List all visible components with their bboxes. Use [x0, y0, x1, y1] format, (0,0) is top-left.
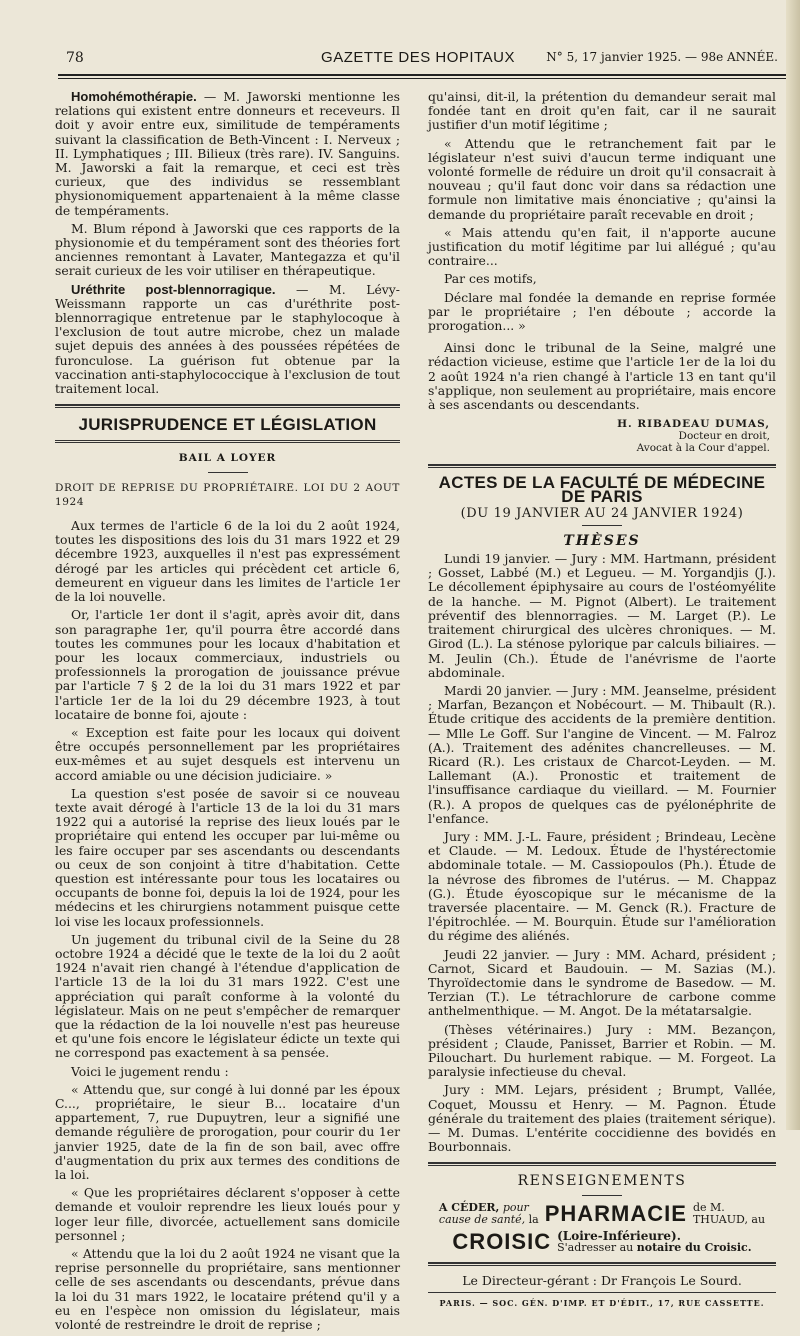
- header-rule: [58, 74, 788, 79]
- ad-adresser: S'adresser au: [557, 1240, 634, 1254]
- author-name: H. RIBADEAU DUMAS,: [617, 418, 770, 431]
- thesis-thursday: Jeudi 22 janvier. — Jury : MM. Achard, président ; Carnot, Sicard et Baudouin. — M. Sazias (M.). Thyroïdectomie dans le syndrome de Basedow. — M. Terzian (T.). Le tétrachlorure de carbone comme anthelmenthique. — M. Angot. De la métatarsalgie.: [428, 946, 776, 1019]
- left-column: [55, 90, 400, 1336]
- page-number: 78: [66, 50, 84, 66]
- author-role: Avocat à la Cour d'appel.: [636, 442, 770, 455]
- ad-cause: cause de santé,: [438, 1212, 526, 1226]
- juris-r1: qu'ainsi, dit-il, la prétention du demandeur serait mal fondée tant en droit qu'en fait, car il ne saurait justifier d'un motif légitime ;: [428, 89, 776, 133]
- thesis-tuesday: Mardi 20 janvier. — Jury : MM. Jeanselme, président ; Marfan, Bezançon et Nobécourt. — M. Thibault (R.). Étude critique des accidents de la première dentition. — Mlle Le Goff. Sur l'angine de Vincent. — M. Falroz (A.). Traitement des adénites chancrelleuses. — M. Ricard (R.). Les cristaux de Charcot-Leyden. — M. Lallemant (A.). Pronostic et traitement de l'insuffisance cardiaque du vieillard. — M. Fournier (R.). A propos de quelques cas de pyélonéphrite de l'enfance.: [428, 682, 776, 826]
- director-line: Le Directeur-gérant : Dr François Le Sourd.: [462, 1272, 742, 1288]
- juris-p8: « Que les propriétaires déclarent s'opposer à cette demande et vouloir reprendre les lieux loués pour y loger leur fille, divorcée, actuellement sans domicile personnel ;: [55, 1185, 400, 1243]
- ureth-paragraph: [55, 283, 400, 397]
- signature-block: [428, 418, 770, 454]
- juris-r3: « Mais attendu qu'en fait, il n'apporte aucune justification du motif légitime par lui allégué ; qu'au contraire...: [428, 224, 776, 269]
- classified-ad: [428, 1202, 776, 1226]
- ad-notaire: notaire du Croisic.: [636, 1240, 752, 1254]
- homeo-text-1: — M. Jaworski mentionne les relations qui existent entre donneurs et receveurs. Il doit y avoir entre eux, similitude de tempéraments suivant la classification de Beth-Vincent : I. Nerveux ; II. Lymphatiques ; III. Bilieux (très rare). IV. Sanguins. M. Jaworski a fait la remarque, et ceci est très curieux, que des individus se ressemblant physionomiquement appartenaient à la même classe de tempéraments.: [55, 89, 400, 218]
- ad-a-ceder: A CÉDER,: [438, 1200, 500, 1214]
- classified-ad-2: [428, 1230, 776, 1254]
- author-title: Docteur en droit,: [678, 430, 770, 443]
- faculty-dates: (DU 19 JANVIER AU 24 JANVIER 1924): [460, 505, 744, 521]
- thesis-thursday-2: Jury : MM. Lejars, président ; Brumpt, Vallée, Coquet, Moussu et Henry. — M. Pagnon. Étude générale du traitement des plaies (traitement sérique). — M. Dumas. L'entérite coccidienne des bovidés en Bourbonnais.: [428, 1082, 776, 1155]
- faculty-sub-rule: [582, 525, 622, 526]
- faculty-heading: ACTES DE LA FACULTÉ DE MÉDECINE DE PARIS: [438, 473, 766, 507]
- ad-left: [439, 1202, 539, 1226]
- journal-title: GAZETTE DES HOPITAUX: [321, 49, 515, 66]
- juris-r4: Par ces motifs,: [444, 271, 537, 287]
- ad-pour: pour: [502, 1200, 529, 1214]
- right-column: [428, 90, 776, 1310]
- ad-thuaud: THUAUD, au: [692, 1212, 766, 1226]
- juris-r2: « Attendu que le retranchement fait par le législateur n'est suivi d'aucun terme indiquant une volonté formelle de réduire un droit qu'il consacrait à nouveau ; qu'il faut donc voir dans sa rédaction une formule non limitative mais énonciative ; qu'ainsi la demande du propriétaire paraît recevable en droit ;: [428, 135, 776, 222]
- homeo-paragraph-2: M. Blum répond à Jaworski que ces rapports de la physionomie et du tempérament sont des théories fort anciennes remontant à Lavater, Mantegazza et qu'il serait curieux de les voir utiliser en thérapeutique.: [55, 220, 400, 279]
- juris-r5: Déclare mal fondée la demande en reprise formée par le propriétaire ; l'en déboute ; accorde la prorogation... »: [428, 289, 776, 334]
- homeo-heading: Homohémothérapie.: [71, 89, 197, 104]
- rens-rule: [428, 1162, 776, 1166]
- ad-contact: [557, 1230, 751, 1254]
- page-edge: [786, 0, 800, 1130]
- ad-de-m: de M.: [692, 1200, 725, 1214]
- thesis-monday: Lundi 19 janvier. — Jury : MM. Hartmann, président ; Gosset, Labbé (M.) et Legueu. — M. Yorgandjis (J.). Le décollement épiphysaire au cours de l'ostéomyélite de la hanche. — M. Pignot (Albert). Le traitement préventif des blennorragies. — M. Larget (P.). Le traitement chirurgical des ulcères chroniques. — M. Girod (L.). La sténose pylorique par calculs biliaires. — M. Jeulin (Ch.). Étude de l'anévrisme de l'aorte abdominale.: [428, 551, 776, 680]
- juris-p5: Un jugement du tribunal civil de la Seine du 28 octobre 1924 a décidé que le texte de la loi du 2 août 1924 n'avait rien changé à l'étendue d'application de l'article 13 de la loi du 31 mars 1922. C'est une appréciation qui paraît conforme à la volonté du législateur. Mais on ne peut s'empêcher de remarquer que la rédaction de la loi nouvelle n'est pas heureuse et qu'une fois encore le législateur édicte un texte qui ne correspond pas exactement à sa pensée.: [55, 931, 400, 1061]
- section-rule: [55, 404, 400, 408]
- printer-rule: [428, 1292, 776, 1293]
- ad-right: [693, 1202, 765, 1226]
- juris-r6: Ainsi donc le tribunal de la Seine, malgré une rédaction vicieuse, estime que l'article 1er de la loi du 2 août 1924 n'a rien changé à l'article 13 en tant qu'il s'applique, non seulement au propriétaire, mais encore à ses ascendants ou descendants.: [428, 340, 776, 413]
- thesis-veterinary: (Thèses vétérinaires.) Jury : MM. Bezançon, président ; Claude, Panisset, Barrier et Robin. — M. Pilouchart. Du hurlement rabique. — M. Forgeot. La paralysie infectieuse du cheval.: [428, 1021, 776, 1080]
- bail-heading: BAIL A LOYER: [178, 452, 277, 465]
- ad-loire: (Loire-Inférieure).: [557, 1228, 681, 1243]
- ureth-text: — M. Lévy-Weissmann rapporte un cas d'uréthrite post-blennorragique entretenue par le staphylocoque à l'exclusion de tout autre microbe, chez un malade sujet depuis des années à des poussées répétées de furonculose. La guérison fut obtenue par la vaccination anti-staphylococcique à l'exclusion de tout traitement local.: [55, 281, 400, 397]
- jurisprudence-heading: JURISPRUDENCE ET LÉGISLATION: [78, 415, 377, 435]
- ad-pharmacie: PHARMACIE: [544, 1200, 687, 1226]
- juris-p2: Or, l'article 1er dont il s'agit, après avoir dit, dans son paragraphe 1er, qu'il pourra être accordé dans toutes les communes pour les locaux d'habitation et pour les locaux commerciaux, industriels ou professionnels la prorogation de jouissance prévue par l'article 7 § 2 de la loi du 31 mars 1922 et par l'article 1er de la loi du 29 décembre 1923, à tout locataire de bonne foi, ajoute :: [55, 607, 400, 722]
- renseignements-heading: RENSEIGNEMENTS: [517, 1173, 687, 1190]
- ad-la: la: [528, 1212, 539, 1226]
- juris-p3: « Exception est faite pour les locaux qui doivent être occupés personnellement par les propriétaires eux-mêmes et au sujet desquels est intervenu un accord amiable ou une décision judiciaire. »: [55, 724, 400, 783]
- section-rule-2: [55, 440, 400, 443]
- footer-rule: [428, 1262, 776, 1266]
- bail-rule: [208, 472, 248, 473]
- ureth-heading: Uréthrite post-blennorragique.: [71, 281, 276, 297]
- page-header: [58, 40, 778, 70]
- rens-sub-rule: [582, 1195, 622, 1196]
- printer-line: PARIS. — SOC. GÉN. D'IMP. ET D'ÉDIT., 17, RUE CASSETTE.: [439, 1297, 765, 1308]
- juris-p7: « Attendu que, sur congé à lui donné par les époux C..., propriétaire, le sieur B... locataire d'un appartement, 7, rue Dupuytren, leur a signifié une demande régulière de prorogation, pour courir du 1er janvier 1925, date de la fin de son bail, avec offre d'augmentation du prix aux termes des conditions de la loi.: [55, 1081, 400, 1183]
- ad-croisic: CROISIC: [452, 1228, 552, 1254]
- juris-p6: Voici le jugement rendu :: [71, 1063, 229, 1079]
- juris-p9: « Attendu que la loi du 2 août 1924 ne visant que la reprise personnelle du propriétaire, sans mentionner celle de ses ascendants ou descendants, prévue dans la loi du 31 mars 1922, le locataire prétend qu'il y a eu en l'espèce non omission du législateur, mais volonté de restreindre le droit de reprise ;: [55, 1246, 400, 1333]
- juris-p4: La question s'est posée de savoir si ce nouveau texte avait dérogé à l'article 13 de la loi du 31 mars 1922 qui a autorisé la reprise des lieux loués par le propriétaire qui entend les occuper par lui-même ou les faire occuper par ses ascendants ou descendants ou ceux de son conjoint à titre d'habitation. Cette question est intéressante pour tous les locataires ou occupants de bonne foi, depuis la loi de 1924, pour les médecins et les chirurgiens notamment puisque cette loi vise les locaux professionnels.: [55, 785, 400, 929]
- theses-heading: THÈSES: [563, 532, 641, 549]
- homeo-paragraph-1: [55, 90, 400, 218]
- faculty-rule: [428, 464, 776, 468]
- issue-info: N° 5, 17 janvier 1925. — 98e ANNÉE.: [546, 50, 778, 64]
- juris-p1: Aux termes de l'article 6 de la loi du 2 août 1924, toutes les dispositions des lois du 31 mars 1922 et 29 décembre 1923, auxquelles il n'est pas expressément dérogé par les articles qui précèdent cet article 6, demeurent en vigueur dans les limites de l'article 1er de la loi nouvelle.: [55, 518, 400, 605]
- thesis-tuesday-2: Jury : MM. J.-L. Faure, président ; Brindeau, Lecène et Claude. — M. Ledoux. Étude de l'hystérectomie abdominale totale. — M. Cassiopoulos (Ph.). Étude de la névrose des fibromes de l'utérus. — M. Chappaz (G.). Étude éyoscopique sur le mécanisme de la traversée placentaire. — M. Genck (R.). Fracture de l'épitrochlée. — M. Bourquin. Étude sur l'amélioration du régime des aliénés.: [428, 828, 776, 944]
- law-reference: DROIT DE REPRISE DU PROPRIÉTAIRE. LOI DU 2 AOUT 1924: [55, 481, 400, 508]
